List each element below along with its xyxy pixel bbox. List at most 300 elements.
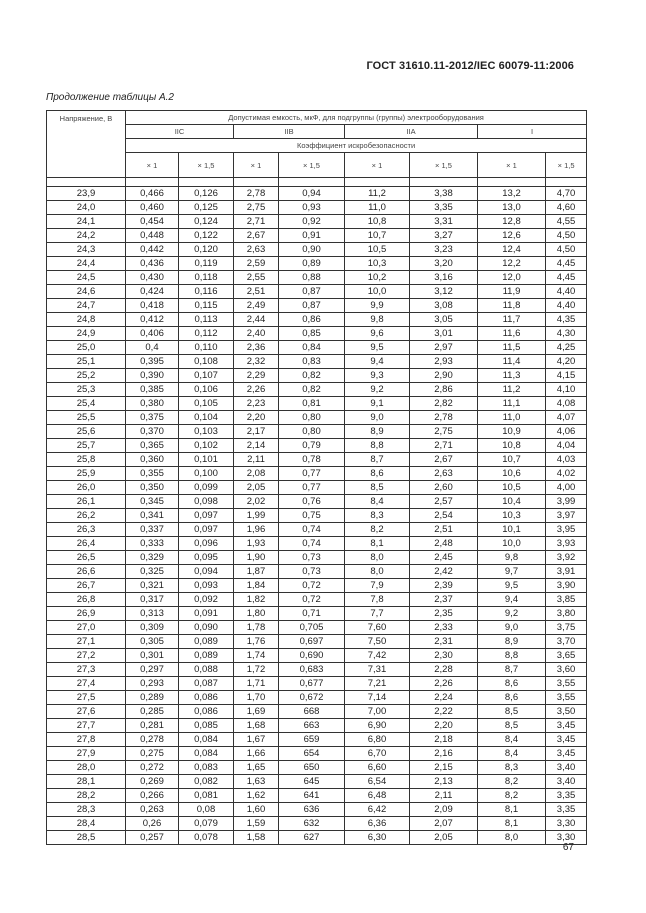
capacity-cell: 1,72 (234, 663, 279, 677)
capacity-cell: 4,02 (546, 467, 587, 481)
voltage-cell: 24,9 (47, 327, 126, 341)
capacity-cell: 0,73 (279, 551, 345, 565)
capacity-cell: 8,9 (478, 635, 546, 649)
capacity-cell: 0,333 (126, 537, 179, 551)
capacity-cell: 2,31 (410, 635, 478, 649)
voltage-cell: 27,8 (47, 733, 126, 747)
capacity-cell: 0,329 (126, 551, 179, 565)
voltage-cell: 25,2 (47, 369, 126, 383)
capacity-cell: 0,454 (126, 215, 179, 229)
voltage-cell: 28,3 (47, 803, 126, 817)
capacity-cell: 0,418 (126, 299, 179, 313)
capacity-cell: 4,03 (546, 453, 587, 467)
table-row (47, 593, 587, 607)
capacity-cell: 11,5 (478, 341, 546, 355)
capacity-cell: 2,14 (234, 439, 279, 453)
voltage-cell: 27,2 (47, 649, 126, 663)
capacity-cell: 2,15 (410, 761, 478, 775)
capacity-cell: 7,50 (345, 635, 410, 649)
capacity-cell: 10,3 (345, 257, 410, 271)
table-row (47, 453, 587, 467)
capacity-cell: 1,99 (234, 509, 279, 523)
capacity-cell: 10,9 (478, 425, 546, 439)
capacity-cell: 0,289 (126, 691, 179, 705)
capacity-cell: 1,60 (234, 803, 279, 817)
capacity-cell: 3,90 (546, 579, 587, 593)
voltage-cell: 26,1 (47, 495, 126, 509)
voltage-cell: 26,5 (47, 551, 126, 565)
capacity-cell: 2,71 (234, 215, 279, 229)
capacity-cell: 3,20 (410, 257, 478, 271)
voltage-cell: 26,3 (47, 523, 126, 537)
capacity-cell: 0,297 (126, 663, 179, 677)
capacity-cell: 4,50 (546, 229, 587, 243)
capacity-cell: 3,40 (546, 775, 587, 789)
table-row (47, 481, 587, 495)
page-number: 67 (562, 842, 574, 853)
capacity-cell: 2,67 (234, 229, 279, 243)
capacity-cell: 0,341 (126, 509, 179, 523)
capacity-cell: 0,096 (179, 537, 234, 551)
capacity-cell: 3,70 (546, 635, 587, 649)
capacity-cell: 0,380 (126, 397, 179, 411)
capacity-cell: 0,74 (279, 523, 345, 537)
table-row (47, 327, 587, 341)
capacity-cell: 1,82 (234, 593, 279, 607)
capacity-cell: 668 (279, 705, 345, 719)
capacity-cell: 6,36 (345, 817, 410, 831)
capacity-cell: 11,0 (345, 201, 410, 215)
capacity-cell: 0,370 (126, 425, 179, 439)
capacity-cell: 2,29 (234, 369, 279, 383)
group-header-iib: IIB (234, 125, 345, 139)
capacity-cell: 11,8 (478, 299, 546, 313)
capacity-cell: 2,11 (410, 789, 478, 803)
capacity-cell: 2,08 (234, 467, 279, 481)
table-row (47, 369, 587, 383)
capacity-cell: 0,116 (179, 285, 234, 299)
capacity-cell: 4,45 (546, 271, 587, 285)
capacity-cell: 2,35 (410, 607, 478, 621)
capacity-cell: 0,390 (126, 369, 179, 383)
voltage-cell: 25,9 (47, 467, 126, 481)
capacity-cell: 0,385 (126, 383, 179, 397)
capacity-cell: 659 (279, 733, 345, 747)
capacity-cell: 0,87 (279, 285, 345, 299)
capacity-cell: 2,44 (234, 313, 279, 327)
capacity-cell: 6,30 (345, 831, 410, 845)
voltage-cell: 25,0 (47, 341, 126, 355)
capacity-cell: 0,106 (179, 383, 234, 397)
capacity-cell: 3,65 (546, 649, 587, 663)
voltage-cell: 25,3 (47, 383, 126, 397)
capacity-cell: 0,088 (179, 663, 234, 677)
capacity-cell: 4,07 (546, 411, 587, 425)
capacity-cell: 10,0 (478, 537, 546, 551)
table-row (47, 565, 587, 579)
capacity-cell: 8,6 (478, 677, 546, 691)
capacity-cell: 1,87 (234, 565, 279, 579)
capacity-cell: 9,4 (345, 355, 410, 369)
capacity-cell: 0,705 (279, 621, 345, 635)
capacity-table (46, 110, 587, 845)
capacity-cell: 4,40 (546, 285, 587, 299)
capacity-cell: 0,257 (126, 831, 179, 845)
capacity-cell: 1,90 (234, 551, 279, 565)
capacity-cell: 0,281 (126, 719, 179, 733)
capacity-cell: 6,60 (345, 761, 410, 775)
capacity-cell: 3,08 (410, 299, 478, 313)
capacity-cell: 0,098 (179, 495, 234, 509)
capacity-cell: 0,91 (279, 229, 345, 243)
capacity-cell: 654 (279, 747, 345, 761)
capacity-cell: 0,293 (126, 677, 179, 691)
capacity-cell: 0,122 (179, 229, 234, 243)
capacity-cell: 10,5 (345, 243, 410, 257)
capacity-cell: 4,55 (546, 215, 587, 229)
capacity-cell: 8,6 (345, 467, 410, 481)
capacity-cell: 10,3 (478, 509, 546, 523)
capacity-cell: 2,09 (410, 803, 478, 817)
voltage-cell: 28,1 (47, 775, 126, 789)
capacity-cell: 12,8 (478, 215, 546, 229)
capacity-cell: 0,87 (279, 299, 345, 313)
capacity-cell: 7,31 (345, 663, 410, 677)
capacity-cell: 2,30 (410, 649, 478, 663)
capacity-cell: 3,27 (410, 229, 478, 243)
capacity-cell: 2,51 (234, 285, 279, 299)
table-row (47, 649, 587, 663)
capacity-cell: 2,39 (410, 579, 478, 593)
voltage-cell: 25,6 (47, 425, 126, 439)
capacity-cell: 0,126 (179, 187, 234, 201)
coef-cell: × 1 (345, 153, 410, 178)
capacity-cell: 10,6 (478, 467, 546, 481)
capacity-cell: 0,80 (279, 411, 345, 425)
capacity-cell: 3,40 (546, 761, 587, 775)
capacity-cell: 10,2 (345, 271, 410, 285)
table-row (47, 509, 587, 523)
capacity-cell: 0,442 (126, 243, 179, 257)
capacity-cell: 8,9 (345, 425, 410, 439)
voltage-cell: 24,0 (47, 201, 126, 215)
capacity-cell: 8,1 (478, 817, 546, 831)
capacity-cell: 632 (279, 817, 345, 831)
capacity-cell: 2,48 (410, 537, 478, 551)
voltage-cell: 26,8 (47, 593, 126, 607)
capacity-cell: 627 (279, 831, 345, 845)
table-row (47, 579, 587, 593)
voltage-cell: 26,9 (47, 607, 126, 621)
capacity-cell: 7,42 (345, 649, 410, 663)
capacity-cell: 0,80 (279, 425, 345, 439)
capacity-cell: 0,83 (279, 355, 345, 369)
capacity-cell: 2,26 (234, 383, 279, 397)
capacity-cell: 9,4 (478, 593, 546, 607)
capacity-cell: 8,1 (345, 537, 410, 551)
capacity-cell: 0,350 (126, 481, 179, 495)
capacity-cell: 3,38 (410, 187, 478, 201)
capacity-cell: 2,86 (410, 383, 478, 397)
capacity-cell: 0,436 (126, 257, 179, 271)
capacity-cell: 0,82 (279, 369, 345, 383)
capacity-cell: 3,60 (546, 663, 587, 677)
voltage-cell: 26,6 (47, 565, 126, 579)
capacity-cell: 8,5 (478, 705, 546, 719)
capacity-cell: 1,59 (234, 817, 279, 831)
capacity-cell: 0,672 (279, 691, 345, 705)
capacity-cell: 4,08 (546, 397, 587, 411)
capacity-cell: 0,086 (179, 705, 234, 719)
capacity-cell: 8,2 (478, 789, 546, 803)
voltage-cell: 28,5 (47, 831, 126, 845)
capacity-cell: 2,67 (410, 453, 478, 467)
capacity-cell: 11,1 (478, 397, 546, 411)
capacity-cell: 0,087 (179, 677, 234, 691)
capacity-cell: 9,5 (478, 579, 546, 593)
capacity-cell: 645 (279, 775, 345, 789)
capacity-cell: 0,683 (279, 663, 345, 677)
capacity-cell: 0,360 (126, 453, 179, 467)
capacity-cell: 0,365 (126, 439, 179, 453)
table-row (47, 411, 587, 425)
voltage-cell: 26,7 (47, 579, 126, 593)
capacity-cell: 4,10 (546, 383, 587, 397)
capacity-cell: 0,77 (279, 467, 345, 481)
table-row (47, 271, 587, 285)
capacity-cell: 2,42 (410, 565, 478, 579)
capacity-cell: 11,2 (478, 383, 546, 397)
capacity-cell: 0,309 (126, 621, 179, 635)
capacity-cell: 2,11 (234, 453, 279, 467)
capacity-cell: 8,8 (478, 649, 546, 663)
capacity-cell: 9,3 (345, 369, 410, 383)
coef-cell: × 1,5 (410, 153, 478, 178)
capacity-cell: 2,24 (410, 691, 478, 705)
capacity-cell: 0,72 (279, 579, 345, 593)
capacity-cell: 8,1 (478, 803, 546, 817)
capacity-cell: 0,079 (179, 817, 234, 831)
capacity-cell: 0,77 (279, 481, 345, 495)
voltage-cell: 27,0 (47, 621, 126, 635)
coef-cell: × 1 (234, 153, 279, 178)
capacity-cell: 0,091 (179, 607, 234, 621)
capacity-cell: 1,66 (234, 747, 279, 761)
capacity-cell: 0,84 (279, 341, 345, 355)
capacity-cell: 6,90 (345, 719, 410, 733)
capacity-cell: 0,325 (126, 565, 179, 579)
voltage-cell: 27,3 (47, 663, 126, 677)
capacity-cell: 3,05 (410, 313, 478, 327)
capacity-cell: 2,16 (410, 747, 478, 761)
table-row (47, 621, 587, 635)
table-row (47, 285, 587, 299)
coef-cell: × 1 (126, 153, 179, 178)
voltage-cell: 23,9 (47, 187, 126, 201)
table-row (47, 789, 587, 803)
capacity-cell: 7,00 (345, 705, 410, 719)
capacity-cell: 0,90 (279, 243, 345, 257)
table-row (47, 215, 587, 229)
table-row (47, 607, 587, 621)
capacity-cell: 0,086 (179, 691, 234, 705)
capacity-cell: 0,101 (179, 453, 234, 467)
capacity-cell: 9,8 (345, 313, 410, 327)
voltage-cell: 24,2 (47, 229, 126, 243)
capacity-cell: 12,2 (478, 257, 546, 271)
capacity-cell: 663 (279, 719, 345, 733)
capacity-cell: 0,266 (126, 789, 179, 803)
capacity-cell: 0,337 (126, 523, 179, 537)
voltage-cell: 27,1 (47, 635, 126, 649)
voltage-cell: 27,6 (47, 705, 126, 719)
capacity-cell: 7,8 (345, 593, 410, 607)
capacity-cell: 2,60 (410, 481, 478, 495)
capacity-cell: 0,089 (179, 635, 234, 649)
capacity-cell: 0,103 (179, 425, 234, 439)
table-row (47, 341, 587, 355)
group-header-i: I (478, 125, 587, 139)
table-row (47, 551, 587, 565)
capacity-cell: 0,093 (179, 579, 234, 593)
voltage-cell: 25,1 (47, 355, 126, 369)
voltage-cell: 26,2 (47, 509, 126, 523)
capacity-cell: 0,86 (279, 313, 345, 327)
capacity-cell: 0,412 (126, 313, 179, 327)
capacity-cell: 2,40 (234, 327, 279, 341)
capacity-cell: 0,75 (279, 509, 345, 523)
capacity-cell: 0,110 (179, 341, 234, 355)
capacity-cell: 12,6 (478, 229, 546, 243)
capacity-cell: 2,75 (410, 425, 478, 439)
capacity-cell: 1,58 (234, 831, 279, 845)
table-row (47, 243, 587, 257)
capacity-cell: 2,26 (410, 677, 478, 691)
table-row (47, 523, 587, 537)
table-row (47, 719, 587, 733)
capacity-cell: 0,72 (279, 593, 345, 607)
capacity-cell: 9,2 (478, 607, 546, 621)
capacity-cell: 0,118 (179, 271, 234, 285)
capacity-cell: 9,0 (478, 621, 546, 635)
capacity-cell: 7,7 (345, 607, 410, 621)
voltage-cell: 24,4 (47, 257, 126, 271)
capacity-cell: 2,20 (410, 719, 478, 733)
coef-cell: × 1,5 (546, 153, 587, 178)
voltage-cell: 24,3 (47, 243, 126, 257)
capacity-cell: 8,0 (478, 831, 546, 845)
voltage-cell: 28,2 (47, 789, 126, 803)
capacity-cell: 0,081 (179, 789, 234, 803)
capacity-cell: 12,4 (478, 243, 546, 257)
capacity-cell: 2,37 (410, 593, 478, 607)
capacity-cell: 2,36 (234, 341, 279, 355)
capacity-cell: 2,02 (234, 495, 279, 509)
document-header: ГОСТ 31610.11-2012/IEC 60079-11:2006 (366, 60, 574, 72)
coefficient-header: Коэффициент искробезопасности (126, 139, 587, 153)
capacity-cell: 8,3 (478, 761, 546, 775)
capacity-cell: 6,80 (345, 733, 410, 747)
capacity-cell: 0,104 (179, 411, 234, 425)
capacity-cell: 6,54 (345, 775, 410, 789)
capacity-cell: 9,8 (478, 551, 546, 565)
capacity-cell: 2,63 (234, 243, 279, 257)
capacity-cell: 9,0 (345, 411, 410, 425)
table-caption: Продолжение таблицы А.2 (46, 92, 174, 103)
capacity-cell: 3,55 (546, 677, 587, 691)
group-header-iic: IIC (126, 125, 234, 139)
coef-cell: × 1,5 (179, 153, 234, 178)
capacity-cell: 0,285 (126, 705, 179, 719)
capacity-cell: 6,70 (345, 747, 410, 761)
capacity-cell: 0,305 (126, 635, 179, 649)
group-header-iia: IIA (345, 125, 478, 139)
voltage-cell: 24,5 (47, 271, 126, 285)
capacity-cell: 0,94 (279, 187, 345, 201)
capacity-cell: 0,690 (279, 649, 345, 663)
capacity-cell: 0,81 (279, 397, 345, 411)
capacity-cell: 2,71 (410, 439, 478, 453)
table-row (47, 817, 587, 831)
capacity-cell: 0,430 (126, 271, 179, 285)
table-row (47, 831, 587, 845)
capacity-cell: 0,79 (279, 439, 345, 453)
capacity-cell: 0,317 (126, 593, 179, 607)
capacity-cell: 0,113 (179, 313, 234, 327)
capacity-cell: 0,73 (279, 565, 345, 579)
capacity-cell: 1,69 (234, 705, 279, 719)
table-row (47, 677, 587, 691)
capacity-cell: 3,31 (410, 215, 478, 229)
capacity-cell: 2,22 (410, 705, 478, 719)
capacity-cell: 9,1 (345, 397, 410, 411)
capacity-cell: 1,74 (234, 649, 279, 663)
capacity-cell: 0,095 (179, 551, 234, 565)
capacity-cell: 0,089 (179, 649, 234, 663)
table-row (47, 439, 587, 453)
capacity-cell: 13,0 (478, 201, 546, 215)
capacity-cell: 10,5 (478, 481, 546, 495)
capacity-cell: 11,9 (478, 285, 546, 299)
capacity-cell: 4,25 (546, 341, 587, 355)
capacity-cell: 0,085 (179, 719, 234, 733)
capacity-cell: 11,2 (345, 187, 410, 201)
capacity-cell: 0,084 (179, 733, 234, 747)
table-body (47, 187, 587, 845)
capacity-cell: 4,35 (546, 313, 587, 327)
capacity-cell: 6,48 (345, 789, 410, 803)
table-row (47, 467, 587, 481)
table-row (47, 313, 587, 327)
capacity-cell: 10,8 (345, 215, 410, 229)
voltage-cell: 27,7 (47, 719, 126, 733)
capacity-cell: 8,2 (478, 775, 546, 789)
capacity-cell: 0,090 (179, 621, 234, 635)
capacity-cell: 2,05 (234, 481, 279, 495)
capacity-cell: 11,7 (478, 313, 546, 327)
capacity-cell: 3,35 (546, 789, 587, 803)
capacity-cell: 3,01 (410, 327, 478, 341)
capacity-cell: 0,395 (126, 355, 179, 369)
capacity-cell: 0,375 (126, 411, 179, 425)
voltage-cell: 28,4 (47, 817, 126, 831)
capacity-cell: 0,92 (279, 215, 345, 229)
capacity-cell: 1,65 (234, 761, 279, 775)
capacity-cell: 636 (279, 803, 345, 817)
capacity-cell: 1,67 (234, 733, 279, 747)
capacity-cell: 0,094 (179, 565, 234, 579)
capacity-cell: 2,05 (410, 831, 478, 845)
